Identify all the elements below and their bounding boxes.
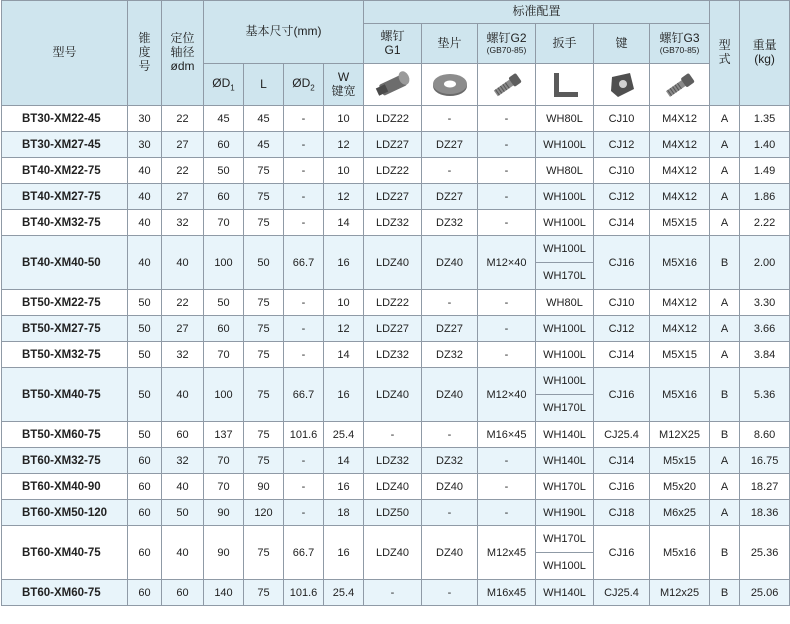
cell-screw-g2: M12x45: [478, 526, 536, 580]
cell-taper: 60: [128, 580, 162, 606]
cell-screw-g1: LDZ50: [364, 500, 422, 526]
cell-washer: DZ27: [422, 132, 478, 158]
cell-taper: 60: [128, 526, 162, 580]
wrench-option: WH170L: [536, 262, 593, 289]
cell-key-width: 14: [324, 342, 364, 368]
cell-taper: 60: [128, 448, 162, 474]
cell-d1: 100: [204, 368, 244, 422]
header-key: 键: [594, 24, 650, 64]
cell-key-width: 10: [324, 106, 364, 132]
cell-screw-g1: LDZ32: [364, 210, 422, 236]
cell-weight: 1.49: [740, 158, 790, 184]
cell-locate-diameter: 40: [162, 368, 204, 422]
table-row: [2, 500, 790, 526]
cell-key: CJ10: [594, 290, 650, 316]
cell-screw-g3: M5x16: [650, 526, 710, 580]
header-screw-g3: 螺钉G3 (GB70-85): [650, 24, 710, 64]
table-row: [2, 526, 790, 580]
cell-l: 120: [244, 500, 284, 526]
cell-d2: 66.7: [284, 368, 324, 422]
cell-screw-g1: LDZ22: [364, 158, 422, 184]
cell-l: 75: [244, 316, 284, 342]
header-type: 型 式: [710, 1, 740, 106]
cell-key-width: 14: [324, 448, 364, 474]
header-washer: 垫片: [422, 24, 478, 64]
table-row: [2, 236, 790, 290]
cell-screw-g3: M4X12: [650, 290, 710, 316]
cell-taper: 50: [128, 422, 162, 448]
table-row: [2, 210, 790, 236]
cell-key: CJ10: [594, 158, 650, 184]
cell-weight: 1.40: [740, 132, 790, 158]
cell-type: A: [710, 132, 740, 158]
cell-screw-g2: -: [478, 132, 536, 158]
cell-d1: 60: [204, 132, 244, 158]
cell-l: 75: [244, 158, 284, 184]
cell-wrench: [536, 526, 594, 580]
cell-screw-g1: LDZ40: [364, 474, 422, 500]
cell-screw-g3: M4X12: [650, 184, 710, 210]
cell-d2: -: [284, 316, 324, 342]
cell-screw-g2: -: [478, 448, 536, 474]
cell-screw-g1: LDZ40: [364, 236, 422, 290]
cell-key: CJ16: [594, 474, 650, 500]
wrench-option: WH100L: [543, 243, 586, 255]
cell-key-width: 12: [324, 132, 364, 158]
cell-d1: 50: [204, 290, 244, 316]
cell-l: 75: [244, 580, 284, 606]
cell-locate-diameter: 40: [162, 474, 204, 500]
cell-weight: 25.06: [740, 580, 790, 606]
cell-l: 50: [244, 236, 284, 290]
cell-locate-diameter: 32: [162, 342, 204, 368]
cell-model: BT30-XM22-45: [2, 106, 128, 132]
cell-type: A: [710, 342, 740, 368]
cell-wrench: WH80L: [536, 290, 594, 316]
cell-locate-diameter: 60: [162, 580, 204, 606]
cell-d2: -: [284, 132, 324, 158]
cell-model: BT40-XM40-50: [2, 236, 128, 290]
cell-key: CJ12: [594, 132, 650, 158]
cell-screw-g3: M5X15: [650, 342, 710, 368]
cell-model: BT50-XM40-75: [2, 368, 128, 422]
cell-d2: -: [284, 158, 324, 184]
cell-l: 75: [244, 448, 284, 474]
cell-d1: 140: [204, 580, 244, 606]
table-row: [2, 474, 790, 500]
cell-screw-g3: M4X12: [650, 132, 710, 158]
header-basic-dims: 基本尺寸(mm): [204, 1, 364, 64]
cell-model: BT50-XM27-75: [2, 316, 128, 342]
wrench-option: WH170L: [543, 533, 586, 545]
cell-taper: 40: [128, 184, 162, 210]
cell-d1: 70: [204, 342, 244, 368]
cell-key: CJ16: [594, 236, 650, 290]
cell-screw-g2: -: [478, 290, 536, 316]
header-l: L: [244, 64, 284, 106]
cell-locate-diameter: 40: [162, 526, 204, 580]
cell-screw-g3: M4X12: [650, 316, 710, 342]
cell-d2: -: [284, 210, 324, 236]
cell-locate-diameter: 27: [162, 316, 204, 342]
cell-locate-diameter: 22: [162, 106, 204, 132]
cell-screw-g1: LDZ27: [364, 132, 422, 158]
cell-screw-g3: M5x15: [650, 448, 710, 474]
cell-l: 75: [244, 422, 284, 448]
cell-weight: 16.75: [740, 448, 790, 474]
cell-key-width: 25.4: [324, 422, 364, 448]
cell-key-width: 12: [324, 316, 364, 342]
cell-weight: 3.66: [740, 316, 790, 342]
cell-key-width: 18: [324, 500, 364, 526]
cell-model: BT40-XM27-75: [2, 184, 128, 210]
cell-screw-g1: LDZ32: [364, 448, 422, 474]
cell-taper: 60: [128, 474, 162, 500]
cell-wrench: WH100L: [536, 210, 594, 236]
cell-l: 90: [244, 474, 284, 500]
cell-l: 75: [244, 368, 284, 422]
header-screw-g1: 螺钉 G1: [364, 24, 422, 64]
cell-model: BT60-XM32-75: [2, 448, 128, 474]
cell-wrench: WH100L: [536, 132, 594, 158]
cell-washer: -: [422, 158, 478, 184]
cell-locate-diameter: 27: [162, 132, 204, 158]
table-row: [2, 158, 790, 184]
washer-icon: [422, 64, 478, 106]
cell-screw-g2: -: [478, 316, 536, 342]
cell-washer: -: [422, 422, 478, 448]
socket-screw-g2-icon: [478, 64, 536, 106]
cell-d2: 101.6: [284, 422, 324, 448]
cell-screw-g3: M6x25: [650, 500, 710, 526]
cell-washer: DZ32: [422, 210, 478, 236]
cell-key: CJ14: [594, 448, 650, 474]
header-w: W 键宽: [324, 64, 364, 106]
cell-weight: 1.86: [740, 184, 790, 210]
table-row: [2, 316, 790, 342]
cell-wrench: WH100L: [536, 184, 594, 210]
cell-d1: 100: [204, 236, 244, 290]
cell-screw-g1: LDZ40: [364, 526, 422, 580]
table-row: [2, 422, 790, 448]
cell-screw-g3: M12X25: [650, 422, 710, 448]
cell-taper: 40: [128, 210, 162, 236]
cell-washer: -: [422, 106, 478, 132]
cell-locate-diameter: 22: [162, 158, 204, 184]
cell-weight: 3.84: [740, 342, 790, 368]
cell-wrench: WH80L: [536, 106, 594, 132]
header-d2: $ØD_2$: [284, 64, 324, 106]
cell-washer: DZ40: [422, 474, 478, 500]
cell-type: B: [710, 580, 740, 606]
cell-type: A: [710, 290, 740, 316]
cell-wrench: WH190L: [536, 500, 594, 526]
header-std-config: 标准配置: [364, 1, 710, 24]
cell-screw-g1: -: [364, 422, 422, 448]
cell-model: BT40-XM32-75: [2, 210, 128, 236]
cell-screw-g2: M12×40: [478, 368, 536, 422]
screw-g1-icon: [364, 64, 422, 106]
cell-model: BT30-XM27-45: [2, 132, 128, 158]
cell-l: 75: [244, 290, 284, 316]
cell-l: 75: [244, 184, 284, 210]
cell-type: B: [710, 368, 740, 422]
cell-d2: -: [284, 448, 324, 474]
key-block-icon: [594, 64, 650, 106]
cell-weight: 18.36: [740, 500, 790, 526]
cell-screw-g2: -: [478, 158, 536, 184]
cell-screw-g1: LDZ27: [364, 316, 422, 342]
spec-table-body: [2, 106, 790, 606]
wrench-option: WH100L: [543, 375, 586, 387]
cell-d1: 70: [204, 210, 244, 236]
cell-key-width: 16: [324, 236, 364, 290]
cell-wrench: WH170L: [536, 474, 594, 500]
cell-key: CJ12: [594, 184, 650, 210]
wrench-option: WH100L: [536, 552, 593, 579]
cell-locate-diameter: 50: [162, 500, 204, 526]
cell-weight: 8.60: [740, 422, 790, 448]
cell-l: 75: [244, 210, 284, 236]
cell-key-width: 16: [324, 526, 364, 580]
cell-locate-diameter: 22: [162, 290, 204, 316]
header-model: 型号: [2, 1, 128, 106]
cell-l: 75: [244, 526, 284, 580]
cell-type: A: [710, 474, 740, 500]
cell-type: A: [710, 210, 740, 236]
cell-key: CJ12: [594, 316, 650, 342]
cell-washer: -: [422, 290, 478, 316]
cell-weight: 5.36: [740, 368, 790, 422]
cell-d1: 90: [204, 500, 244, 526]
cell-weight: 25.36: [740, 526, 790, 580]
cell-taper: 50: [128, 342, 162, 368]
cell-key-width: 25.4: [324, 580, 364, 606]
cell-model: BT50-XM32-75: [2, 342, 128, 368]
cell-d2: -: [284, 106, 324, 132]
cell-d1: 45: [204, 106, 244, 132]
cell-key: CJ16: [594, 526, 650, 580]
cell-locate-diameter: 32: [162, 210, 204, 236]
cell-screw-g3: M4X12: [650, 106, 710, 132]
header-locate-diameter: 定位 轴径 ødm: [162, 1, 204, 106]
cell-taper: 30: [128, 106, 162, 132]
cell-key-width: 12: [324, 184, 364, 210]
cell-screw-g3: M12x25: [650, 580, 710, 606]
cell-model: BT50-XM60-75: [2, 422, 128, 448]
table-row: [2, 448, 790, 474]
cell-model: BT60-XM50-120: [2, 500, 128, 526]
cell-type: B: [710, 236, 740, 290]
cell-washer: DZ40: [422, 526, 478, 580]
cell-d2: -: [284, 342, 324, 368]
cell-d1: 137: [204, 422, 244, 448]
cell-washer: DZ27: [422, 184, 478, 210]
cell-d1: 90: [204, 526, 244, 580]
header-wrench: 扳手: [536, 24, 594, 64]
cell-key: CJ14: [594, 210, 650, 236]
cell-screw-g1: -: [364, 580, 422, 606]
cell-screw-g1: LDZ40: [364, 368, 422, 422]
cell-screw-g1: LDZ22: [364, 290, 422, 316]
cell-screw-g3: M5X15: [650, 210, 710, 236]
cell-washer: DZ32: [422, 342, 478, 368]
cell-d1: 70: [204, 474, 244, 500]
cell-weight: 2.22: [740, 210, 790, 236]
header-taper: 锥 度 号: [128, 1, 162, 106]
table-row: [2, 132, 790, 158]
cell-wrench: [536, 368, 594, 422]
cell-screw-g3: M5X16: [650, 236, 710, 290]
cell-key-width: 16: [324, 474, 364, 500]
cell-wrench: WH140L: [536, 422, 594, 448]
cell-key-width: 10: [324, 290, 364, 316]
cell-d2: -: [284, 290, 324, 316]
cell-model: BT60-XM40-75: [2, 526, 128, 580]
cell-model: BT60-XM60-75: [2, 580, 128, 606]
cell-d2: -: [284, 474, 324, 500]
cell-screw-g1: LDZ27: [364, 184, 422, 210]
cell-washer: DZ32: [422, 448, 478, 474]
cell-screw-g1: LDZ32: [364, 342, 422, 368]
cell-weight: 2.00: [740, 236, 790, 290]
table-row: [2, 580, 790, 606]
header-d1: $ØD_1$: [204, 64, 244, 106]
cell-screw-g3: M5x20: [650, 474, 710, 500]
cell-screw-g2: M12×40: [478, 236, 536, 290]
cell-type: A: [710, 500, 740, 526]
socket-screw-g3-icon: [650, 64, 710, 106]
cell-screw-g2: -: [478, 342, 536, 368]
cell-type: A: [710, 316, 740, 342]
cell-type: A: [710, 106, 740, 132]
cell-model: BT40-XM22-75: [2, 158, 128, 184]
cell-taper: 50: [128, 290, 162, 316]
cell-washer: -: [422, 580, 478, 606]
cell-key: CJ18: [594, 500, 650, 526]
cell-screw-g2: -: [478, 474, 536, 500]
cell-locate-diameter: 60: [162, 422, 204, 448]
cell-key: CJ10: [594, 106, 650, 132]
cell-d2: 66.7: [284, 236, 324, 290]
cell-d1: 70: [204, 448, 244, 474]
cell-weight: 1.35: [740, 106, 790, 132]
cell-taper: 60: [128, 500, 162, 526]
cell-wrench: WH80L: [536, 158, 594, 184]
cell-locate-diameter: 27: [162, 184, 204, 210]
cell-type: B: [710, 526, 740, 580]
cell-screw-g2: -: [478, 106, 536, 132]
cell-taper: 50: [128, 316, 162, 342]
table-row: [2, 368, 790, 422]
cell-screw-g3: M5X16: [650, 368, 710, 422]
cell-type: A: [710, 184, 740, 210]
wrench-option: WH170L: [536, 394, 593, 421]
cell-type: A: [710, 448, 740, 474]
table-row: [2, 106, 790, 132]
cell-wrench: WH100L: [536, 316, 594, 342]
cell-d1: 60: [204, 316, 244, 342]
cell-screw-g2: M16×45: [478, 422, 536, 448]
cell-taper: 40: [128, 236, 162, 290]
cell-key: CJ14: [594, 342, 650, 368]
cell-screw-g2: -: [478, 184, 536, 210]
cell-l: 45: [244, 106, 284, 132]
cell-key-width: 10: [324, 158, 364, 184]
cell-key: CJ25.4: [594, 580, 650, 606]
cell-model: BT60-XM40-90: [2, 474, 128, 500]
cell-key: CJ25.4: [594, 422, 650, 448]
cell-screw-g3: M4X12: [650, 158, 710, 184]
cell-d2: -: [284, 500, 324, 526]
cell-l: 45: [244, 132, 284, 158]
cell-taper: 40: [128, 158, 162, 184]
cell-wrench: WH140L: [536, 448, 594, 474]
cell-wrench: [536, 236, 594, 290]
cell-taper: 50: [128, 368, 162, 422]
cell-d1: 60: [204, 184, 244, 210]
cell-washer: DZ40: [422, 368, 478, 422]
cell-washer: DZ27: [422, 316, 478, 342]
header-screw-g2: 螺钉G2 (GB70-85): [478, 24, 536, 64]
cell-l: 75: [244, 342, 284, 368]
cell-screw-g2: -: [478, 500, 536, 526]
cell-type: A: [710, 158, 740, 184]
cell-model: BT50-XM22-75: [2, 290, 128, 316]
cell-key-width: 16: [324, 368, 364, 422]
header-weight: 重量 (kg): [740, 1, 790, 106]
spec-table: [1, 0, 790, 606]
cell-key-width: 14: [324, 210, 364, 236]
cell-type: B: [710, 422, 740, 448]
cell-taper: 30: [128, 132, 162, 158]
cell-screw-g2: -: [478, 210, 536, 236]
cell-washer: -: [422, 500, 478, 526]
table-row: [2, 184, 790, 210]
cell-screw-g1: LDZ22: [364, 106, 422, 132]
cell-key: CJ16: [594, 368, 650, 422]
cell-weight: 18.27: [740, 474, 790, 500]
cell-d2: 66.7: [284, 526, 324, 580]
cell-screw-g2: M16x45: [478, 580, 536, 606]
cell-d2: -: [284, 184, 324, 210]
cell-d2: 101.6: [284, 580, 324, 606]
cell-locate-diameter: 40: [162, 236, 204, 290]
cell-d1: 50: [204, 158, 244, 184]
cell-washer: DZ40: [422, 236, 478, 290]
table-row: [2, 342, 790, 368]
cell-locate-diameter: 32: [162, 448, 204, 474]
cell-weight: 3.30: [740, 290, 790, 316]
hex-wrench-icon: [536, 64, 594, 106]
cell-wrench: WH100L: [536, 342, 594, 368]
cell-wrench: WH140L: [536, 580, 594, 606]
table-row: [2, 290, 790, 316]
